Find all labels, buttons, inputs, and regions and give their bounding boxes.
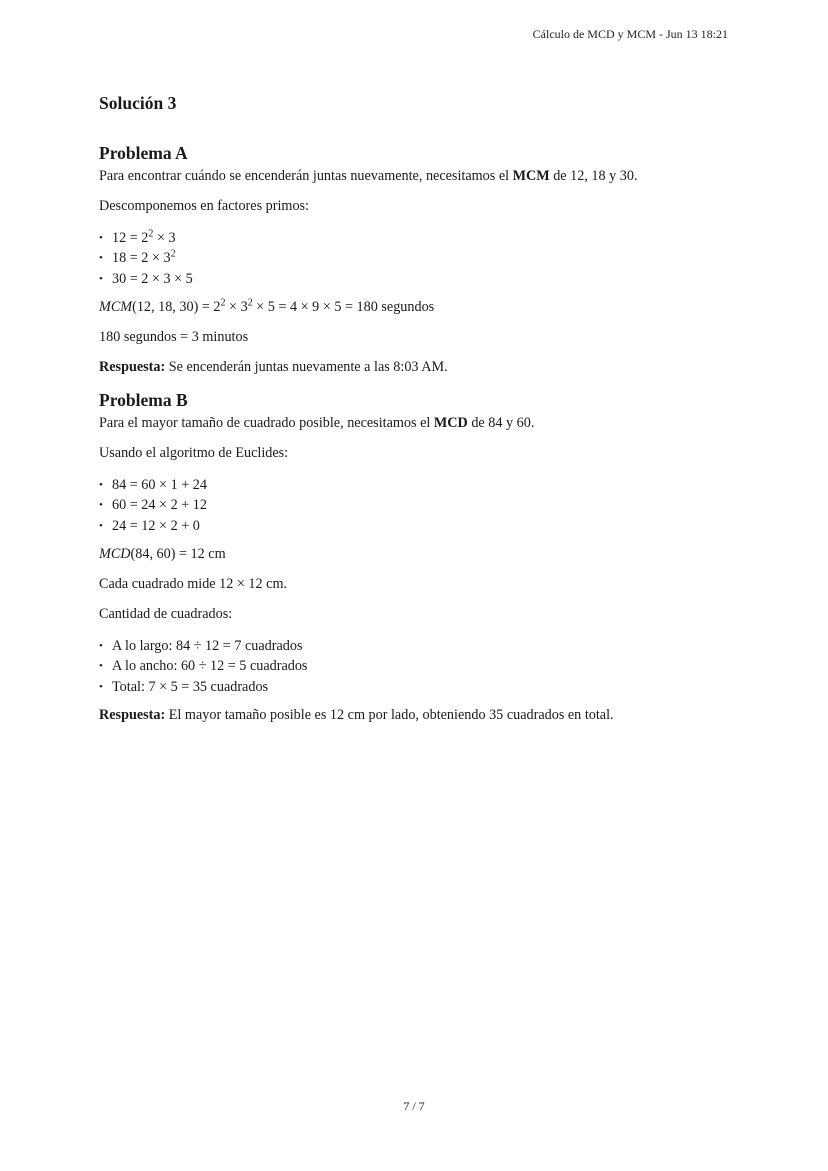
mcm-equation: MCM(12, 18, $30) = 2^2 \times 3^2 \times 5 = 4 \times 9 \times 5 = 180$ segundos [99, 297, 435, 316]
problem-b-answer: Respuesta: El mayor tamaño posible es 12 cm por lado, obteniendo 35 cuadrados en total. [99, 707, 614, 724]
euclid-steps-list [99, 475, 739, 537]
page-header: Cálculo de MCD y MCM - Jun 13 18:21 [532, 27, 728, 41]
decomp-text: Descomponemos en factores primos: [99, 198, 309, 215]
problem-b-heading: Problema B [99, 389, 188, 410]
quantity-text: Cantidad de cuadrados: [99, 606, 233, 623]
quantity-list [99, 636, 739, 698]
solution-title: Solución 3 [99, 93, 177, 113]
problem-b-section [99, 389, 739, 726]
list-item: • 30 = 2 × 3 × 5 [99, 269, 739, 290]
problem-a-heading: Problema A [99, 142, 188, 163]
list-item: • 60 = 24 × 2 + 12 [99, 495, 739, 516]
problem-a-answer: Respuesta: Se encenderán juntas nuevamente a las 8:03 AM. [99, 359, 448, 376]
prime-factor-list [99, 228, 739, 290]
problem-a-intro: Para encontrar cuándo se encenderán juntas nuevamente, necesitamos el MCM de 12, 18 y 30. [99, 168, 638, 185]
mcd-equation: MCD(84, 60) = 12 cm [99, 546, 226, 563]
list-item: • 84 = 60 × 1 + 24 [99, 475, 739, 496]
list-item: • Total: 7 × 5 = 35 cuadrados [99, 677, 739, 698]
list-item: • 24 = 12 × 2 + 0 [99, 516, 739, 537]
euclid-text: Usando el algoritmo de Euclides: [99, 445, 289, 462]
list-item: • A lo largo: 84 ÷ 12 = 7 cuadrados [99, 636, 739, 657]
list-item: • $18 = 2 \times 3^2$ [99, 248, 739, 269]
square-size: Cada cuadrado mide 12 × 12 cm. [99, 576, 288, 593]
time-conversion: 180 segundos = 3 minutos [99, 329, 249, 346]
problem-b-intro: Para el mayor tamaño de cuadrado posible, necesitamos el MCD de 84 y 60. [99, 415, 535, 432]
list-item: • A lo ancho: 60 ÷ 12 = 5 cuadrados [99, 656, 739, 677]
page-number: 7 / 7 [403, 1099, 425, 1113]
problem-a-section [99, 142, 739, 378]
document-body [99, 92, 739, 736]
list-item: • $12 = 2^2 \times 3$ [99, 228, 739, 249]
